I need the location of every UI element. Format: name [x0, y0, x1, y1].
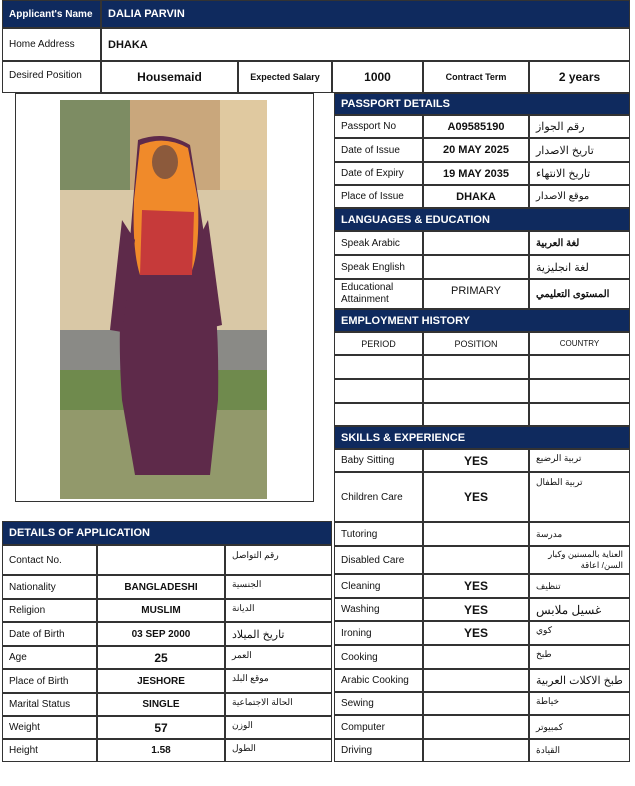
skill-row-label: Computer — [334, 715, 423, 739]
application-row-label: Age — [2, 646, 97, 669]
language-row-value — [423, 231, 529, 255]
skill-row-label: Cooking — [334, 645, 423, 669]
skill-row-value — [423, 715, 529, 739]
employment-cell — [334, 355, 423, 379]
application-row-arabic: الحالة الاجتماعية — [225, 693, 332, 716]
skill-row-label: Driving — [334, 739, 423, 762]
passport-row-value: DHAKA — [423, 185, 529, 208]
application-row-label: Weight — [2, 716, 97, 739]
skill-row-arabic: طبخ — [529, 645, 630, 669]
application-row-arabic: رقم التواصل — [225, 545, 332, 575]
address-label: Home Address — [2, 28, 101, 61]
skill-row-arabic: كمبيوتر — [529, 715, 630, 739]
employment-col-country: COUNTRY — [529, 332, 630, 355]
skills-header: SKILLS & EXPERIENCE — [334, 426, 630, 449]
passport-header: PASSPORT DETAILS — [334, 93, 630, 115]
passport-row-arabic: موقع الاصدار — [529, 185, 630, 208]
passport-row-value: 20 MAY 2025 — [423, 138, 529, 162]
passport-row-label: Date of Issue — [334, 138, 423, 162]
employment-cell — [529, 403, 630, 426]
application-row-label: Contact No. — [2, 545, 97, 575]
skill-row-value: YES — [423, 472, 529, 522]
application-row-value — [97, 545, 225, 575]
skill-row-label: Ironing — [334, 621, 423, 645]
application-row-arabic: موقع البلد — [225, 669, 332, 693]
passport-row-label: Passport No — [334, 115, 423, 138]
salary-value: 1000 — [332, 61, 423, 93]
passport-row-value: A09585190 — [423, 115, 529, 138]
skill-row-value: YES — [423, 574, 529, 598]
skill-row-value: YES — [423, 598, 529, 621]
position-value: Housemaid — [101, 61, 238, 93]
application-row-arabic: تاريخ الميلاد — [225, 622, 332, 646]
application-row-value: 03 SEP 2000 — [97, 622, 225, 646]
skill-row-value: YES — [423, 621, 529, 645]
employment-col-period: PERIOD — [334, 332, 423, 355]
application-row-value: 1.58 — [97, 739, 225, 762]
employment-cell — [423, 403, 529, 426]
employment-cell — [334, 403, 423, 426]
application-row-value: 57 — [97, 716, 225, 739]
skill-row-arabic: تربية الطفال — [529, 472, 630, 522]
skill-row-arabic: القيادة — [529, 739, 630, 762]
language-row-arabic: لغة العربية — [529, 231, 630, 255]
language-row-value — [423, 255, 529, 279]
passport-row-arabic: رقم الجواز — [529, 115, 630, 138]
languages-header: LANGUAGES & EDUCATION — [334, 208, 630, 231]
application-row-arabic: العمر — [225, 646, 332, 669]
application-row-arabic: الجنسية — [225, 575, 332, 599]
application-row-arabic: الطول — [225, 739, 332, 762]
employment-cell — [423, 355, 529, 379]
skill-row-value — [423, 522, 529, 546]
passport-row-value: 19 MAY 2035 — [423, 162, 529, 185]
name-value: DALIA PARVIN — [101, 0, 630, 28]
salary-label: Expected Salary — [238, 61, 332, 93]
skill-row-arabic: مدرسة — [529, 522, 630, 546]
skill-row-value — [423, 669, 529, 692]
skill-row-value — [423, 692, 529, 715]
skill-row-value — [423, 739, 529, 762]
skill-row-label: Tutoring — [334, 522, 423, 546]
application-row-value: 25 — [97, 646, 225, 669]
skill-row-label: Arabic Cooking — [334, 669, 423, 692]
passport-row-arabic: تاريخ الانتهاء — [529, 162, 630, 185]
skill-row-arabic: تنظيف — [529, 574, 630, 598]
application-row-label: Place of Birth — [2, 669, 97, 693]
photo-frame — [15, 93, 314, 502]
skill-row-value — [423, 645, 529, 669]
skill-row-value — [423, 546, 529, 574]
application-row-arabic: الديانة — [225, 599, 332, 622]
skill-row-label: Cleaning — [334, 574, 423, 598]
application-header: DETAILS OF APPLICATION — [2, 521, 332, 545]
language-row-arabic: لغة انجليزية — [529, 255, 630, 279]
language-row-label: Speak English — [334, 255, 423, 279]
contract-value: 2 years — [529, 61, 630, 93]
application-row-arabic: الوزن — [225, 716, 332, 739]
employment-cell — [423, 379, 529, 403]
application-row-label: Nationality — [2, 575, 97, 599]
employment-col-position: POSITION — [423, 332, 529, 355]
language-row-label: Educational Attainment — [334, 279, 423, 309]
skill-row-label: Children Care — [334, 472, 423, 522]
skill-row-arabic: غسيل ملابس — [529, 598, 630, 621]
application-row-value: BANGLADESHI — [97, 575, 225, 599]
employment-cell — [529, 355, 630, 379]
skill-row-label: Disabled Care — [334, 546, 423, 574]
application-row-label: Marital Status — [2, 693, 97, 716]
skill-row-label: Washing — [334, 598, 423, 621]
employment-cell — [529, 379, 630, 403]
address-value: DHAKA — [101, 28, 630, 61]
applicant-photo — [60, 100, 267, 499]
application-row-label: Religion — [2, 599, 97, 622]
language-row-value: PRIMARY — [423, 279, 529, 309]
language-row-arabic: المستوى التعليمي — [529, 279, 630, 309]
application-row-value: SINGLE — [97, 693, 225, 716]
passport-row-label: Date of Expiry — [334, 162, 423, 185]
application-row-value: JESHORE — [97, 669, 225, 693]
position-label: Desired Position — [2, 61, 101, 93]
language-row-label: Speak Arabic — [334, 231, 423, 255]
skill-row-arabic: كوي — [529, 621, 630, 645]
name-label: Applicant's Name — [2, 0, 101, 28]
application-row-value: MUSLIM — [97, 599, 225, 622]
application-row-label: Height — [2, 739, 97, 762]
skill-row-arabic: طبخ الاكلات العربية — [529, 669, 630, 692]
skill-row-arabic: العناية بالمسنين وكبار السن/ اعاقة — [529, 546, 630, 574]
skill-row-value: YES — [423, 449, 529, 472]
skill-row-arabic: تربية الرضيع — [529, 449, 630, 472]
passport-row-arabic: تاريخ الاصدار — [529, 138, 630, 162]
skill-row-label: Baby Sitting — [334, 449, 423, 472]
contract-label: Contract Term — [423, 61, 529, 93]
passport-row-label: Place of Issue — [334, 185, 423, 208]
skill-row-arabic: خياطة — [529, 692, 630, 715]
application-row-label: Date of Birth — [2, 622, 97, 646]
employment-cell — [334, 379, 423, 403]
skill-row-label: Sewing — [334, 692, 423, 715]
employment-header: EMPLOYMENT HISTORY — [334, 309, 630, 332]
